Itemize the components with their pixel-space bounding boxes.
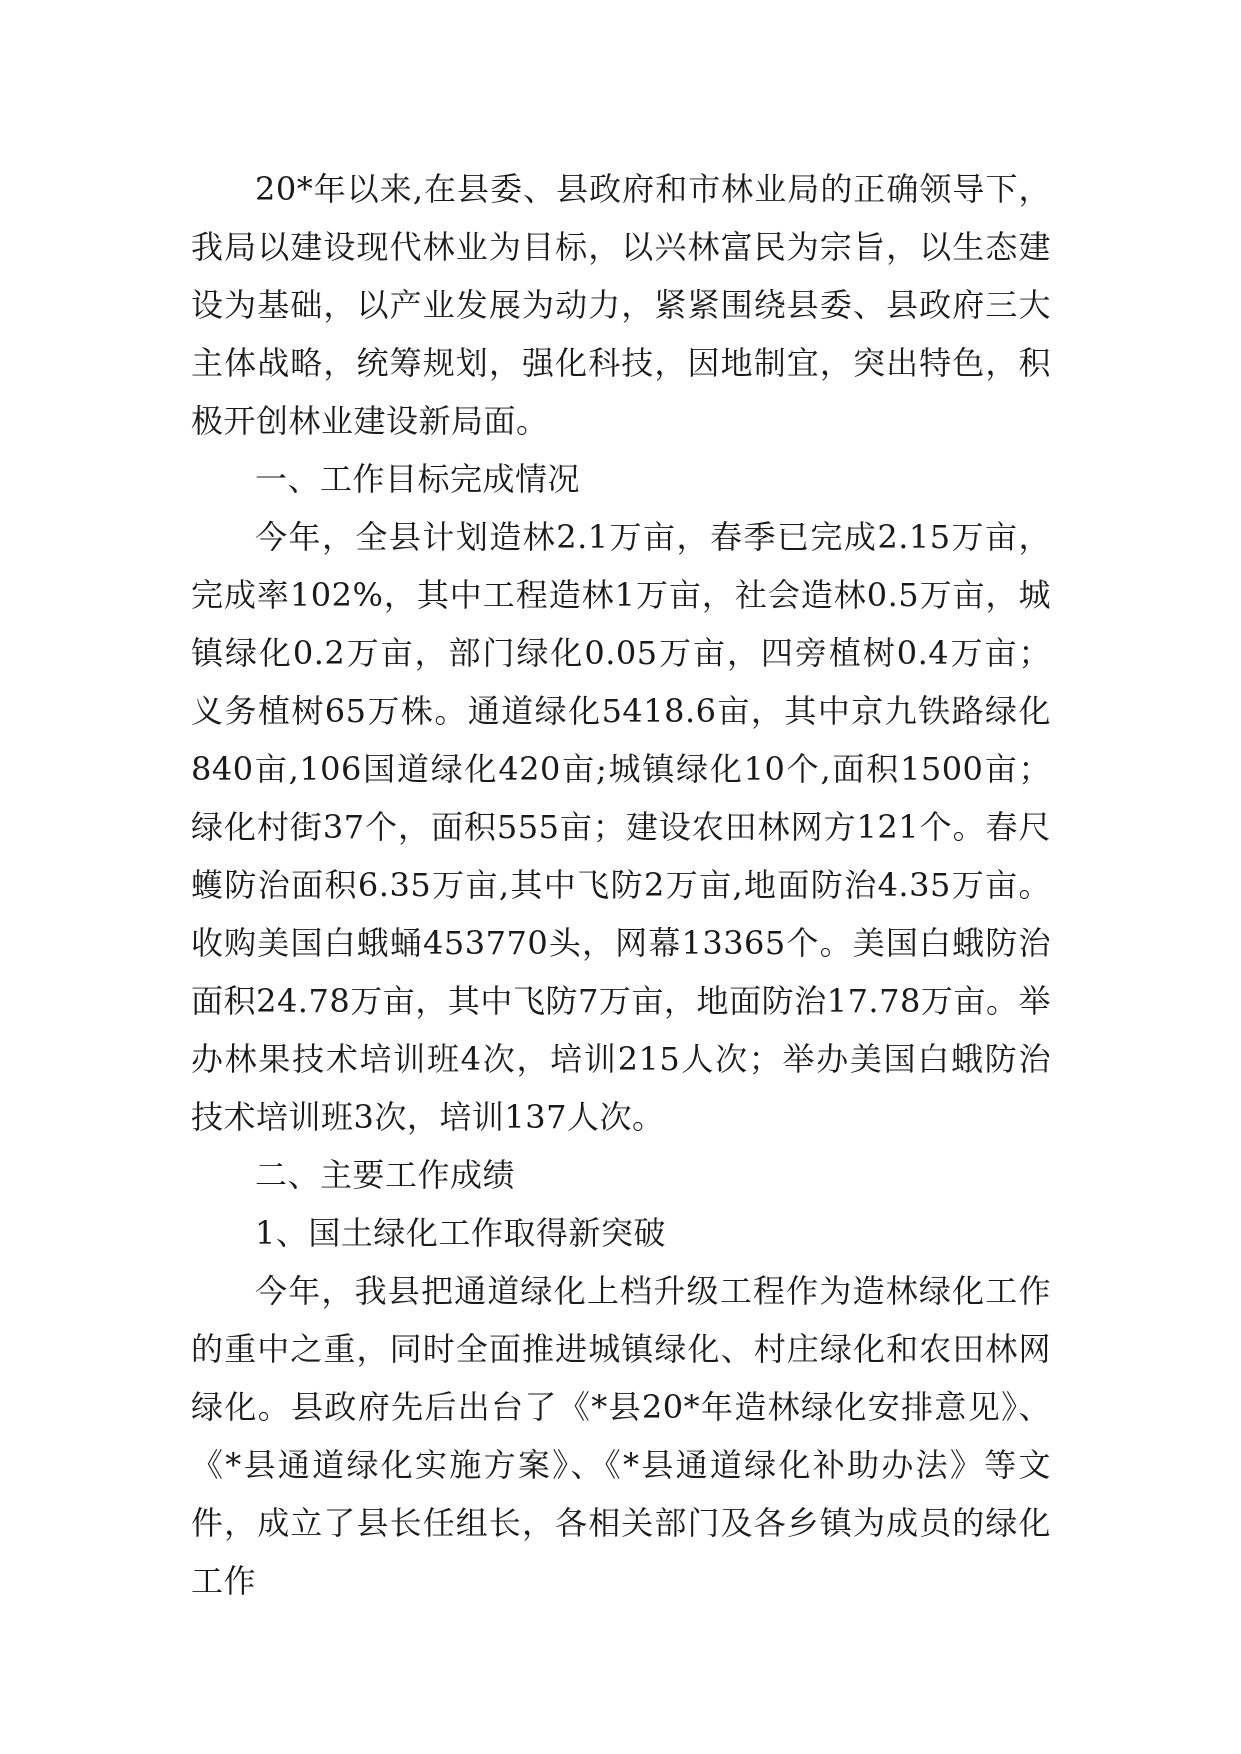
document-body xyxy=(191,160,1051,1610)
paragraph-greening: 今年，我县把通道绿化上档升级工程作为造林绿化工作的重中之重，同时全面推进城镇绿化、村庄绿化和农田林网绿化。县政府先后出台了《*县20*年造林绿化安排意见》、《*县通道绿化实施方案》、《*县通道绿化补助办法》等文件，成立了县长任组长，各相关部门及各乡镇为成员的绿化工作 xyxy=(191,1272,1051,1600)
heading-subsection-1: 1、国土绿化工作取得新突破 xyxy=(255,1214,666,1252)
paragraph-targets: 今年，全县计划造林2.1万亩，春季已完成2.15万亩，完成率102%，其中工程造林1万亩，社会造林0.5万亩，城镇绿化0.2万亩，部门绿化0.05万亩，四旁植树0.4万亩；义务植树65万株。通道绿化5418.6亩，其中京九铁路绿化840亩,106国道绿化420亩;城镇绿化10个,面积1500亩；绿化村街37个，面积555亩；建设农田林网方121个。春尺蠖防治面积6.35万亩,其中飞防2万亩,地面防治4.35万亩。收购美国白蛾蛹453770头，网幕13365个。美国白蛾防治面积24.78万亩，其中飞防7万亩，地面防治17.78万亩。举办林果技术培训班4次，培训215人次；举办美国白蛾防治技术培训班3次，培训137人次。 xyxy=(191,518,1051,1136)
paragraph-intro: 20*年以来,在县委、县政府和市林业局的正确领导下，我局以建设现代林业为目标，以兴林富民为宗旨，以生态建设为基础，以产业发展为动力，紧紧围绕县委、县政府三大主体战略，统筹规划，强化科技，因地制宜，突出特色，积极开创林业建设新局面。 xyxy=(191,170,1051,440)
heading-section-1: 一、工作目标完成情况 xyxy=(255,460,581,498)
heading-section-2: 二、主要工作成绩 xyxy=(255,1156,516,1194)
